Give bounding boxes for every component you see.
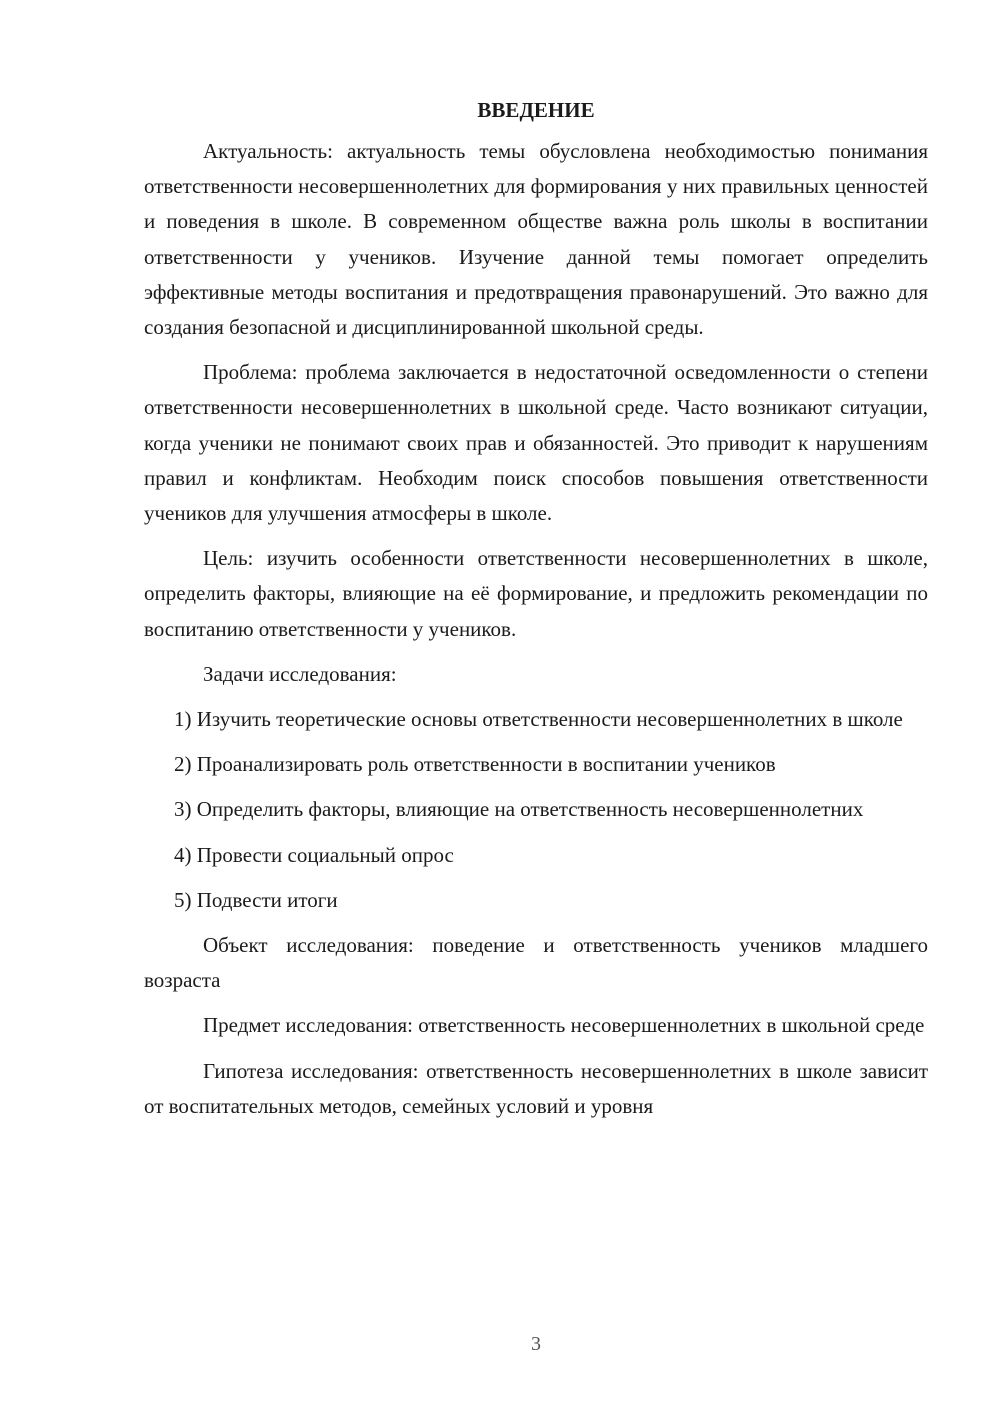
- page-title: ВВЕДЕНИЕ: [477, 98, 595, 122]
- paragraph-object: Объект исследования: поведение и ответственность учеников младшего возраста: [144, 933, 928, 993]
- tasks-heading: Задачи исследования:: [203, 661, 397, 686]
- task-item-3: 3) Определить факторы, влияющие на ответственность несовершеннолетних: [174, 797, 864, 822]
- paragraph-problem: Проблема: проблема заключается в недостаточной осведомленности о степени ответственности несовершеннолетних в школьной среде. Часто возникают ситуации, когда ученики не понимают своих прав и обязанностей. Это приводит к нарушениям правил и конфликтам. Необходим поиск способов повышения ответственности учеников для улучшения атмосферы в школе.: [144, 360, 928, 526]
- paragraph-relevance: Актуальность: актуальность темы обусловлена необходимостью понимания ответственности несовершеннолетних для формирования у них правильных ценностей и поведения в школе. В современном обществе важна роль школы в воспитании ответственности у учеников. Изучение данной темы помогает определить эффективные методы воспитания и предотвращения правонарушений. Это важно для создания безопасной и дисциплинированной школьной среды.: [144, 139, 928, 340]
- task-item-1: 1) Изучить теоретические основы ответственности несовершеннолетних в школе: [174, 707, 903, 732]
- paragraph-goal: Цель: изучить особенности ответственности несовершеннолетних в школе, определить факторы, влияющие на её формирование, и предложить рекомендации по воспитанию ответственности у учеников.: [144, 546, 928, 641]
- task-item-4: 4) Провести социальный опрос: [174, 842, 454, 867]
- document-page: [144, 90, 928, 1134]
- task-item-5: 5) Подвести итоги: [174, 887, 338, 912]
- paragraph-hypothesis: Гипотеза исследования: ответственность несовершеннолетних в школе зависит от воспитательных методов, семейных условий и уровня: [144, 1058, 928, 1118]
- paragraph-subject: Предмет исследования: ответственность несовершеннолетних в школьной среде: [203, 1013, 925, 1038]
- task-item-2: 2) Проанализировать роль ответственности в воспитании учеников: [174, 752, 776, 777]
- page-number: 3: [531, 1333, 541, 1355]
